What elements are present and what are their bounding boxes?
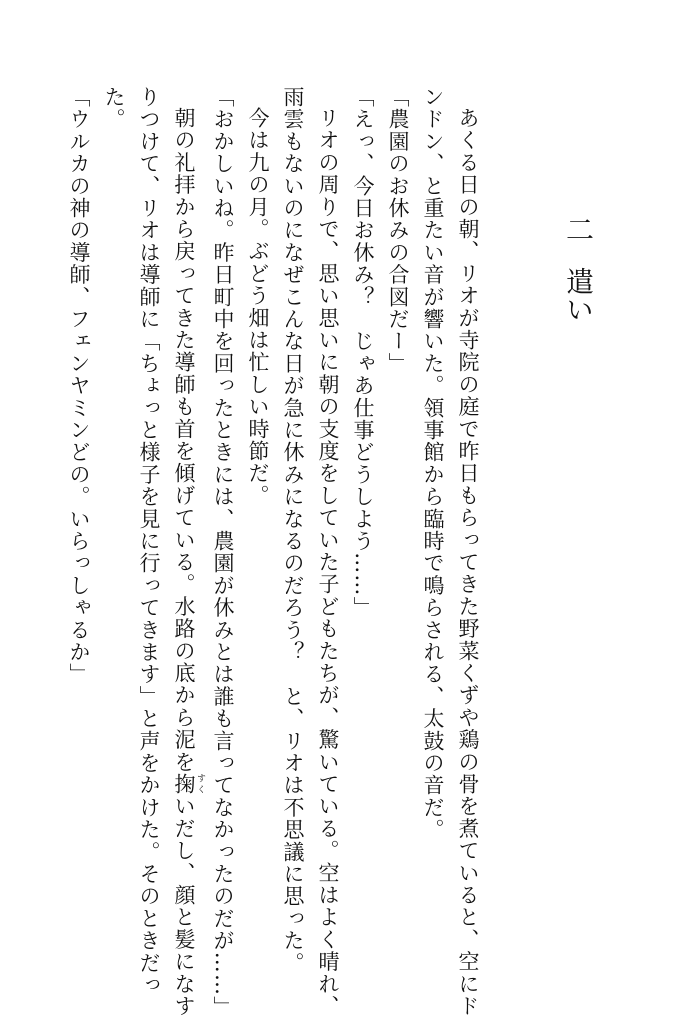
text-column-3: 「農園のお休みの合図だー」 (386, 86, 410, 375)
chapter-heading (558, 215, 598, 323)
text-column-12: 「ウルカの神の導師、フェンヤミンどの。いらっしゃるか」 (67, 86, 91, 686)
text-segment: いだし、顔と髪になす (172, 795, 196, 1018)
text-column-8: 「おかしいね。昨日町中を回ったときには、農園が休みとは誰も言ってなかったのだが……」 (211, 86, 235, 1018)
ruby-reading: すく (195, 773, 205, 796)
ruby-base: 掬 (172, 773, 196, 796)
chapter-number: 二 (562, 215, 595, 243)
ruby-annotation (172, 773, 205, 796)
chapter-title: 遣い (562, 267, 595, 323)
text-column-9 (166, 86, 205, 1018)
text-column-4: 「えっ、今日お休み？ じゃあ仕事どうしよう……」 (351, 86, 375, 619)
text-column-7: 今は九の月。ぶどう畑は忙しい時節だ。 (246, 107, 270, 507)
body-text (61, 86, 485, 1018)
text-column-2: ンドン、と重たい音が響いた。領事館から臨時で鳴らされる、太鼓の音だ。 (421, 86, 445, 841)
text-segment: 朝の礼拝から戻ってきた導師も首を傾げている。水路の底から泥を (172, 107, 196, 774)
text-column-5: リオの周りで、思い思いに朝の支度をしていた子どもたちが、驚いている。空はよく晴れ、 (316, 107, 340, 1018)
text-column-1: あくる日の朝、リオが寺院の庭で昨日もらってきた野菜くずや鶏の骨を煮ていると、空にド (456, 107, 480, 1018)
text-column-6: 雨雲もないのになぜこんな日が急に休みになるのだろう？ と、リオは不思議に思った。 (281, 86, 305, 974)
text-column-11: た。 (102, 86, 126, 131)
text-column-10: りつけて、リオは導師に「ちょっと様子を見に行ってきます」と声をかけた。そのときだっ (137, 86, 161, 997)
